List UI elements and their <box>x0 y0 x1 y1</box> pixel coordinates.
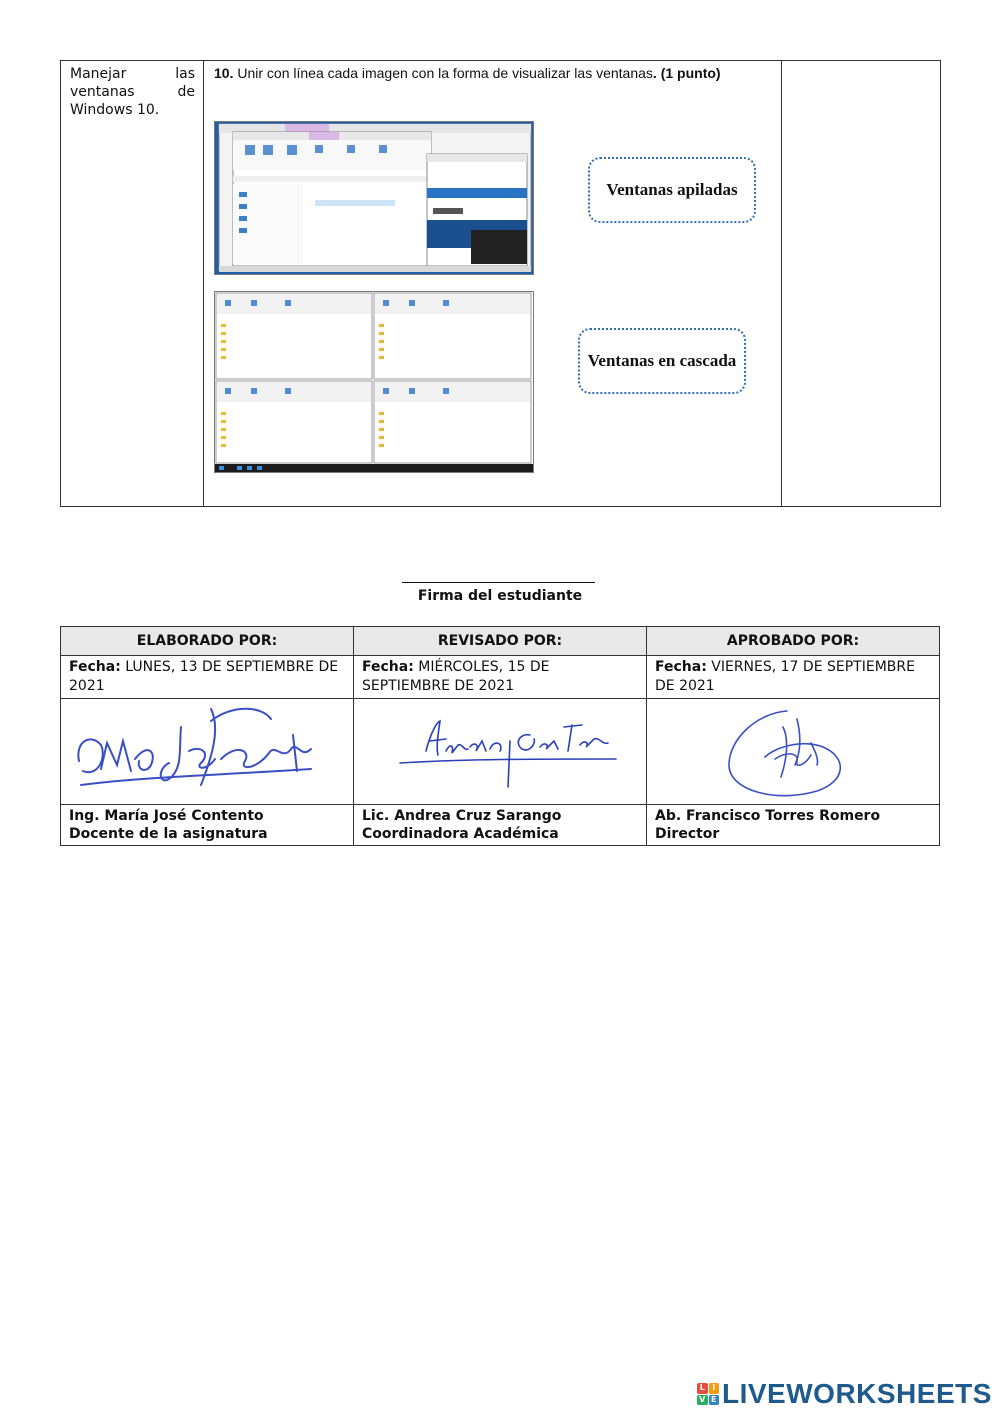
header-approved: APROBADO POR: <box>647 627 940 656</box>
student-signature-label: Firma del estudiante <box>417 588 583 604</box>
signer-reviewed <box>354 805 647 846</box>
question-number: 10. <box>214 65 234 81</box>
approval-table <box>60 626 940 846</box>
windows-screenshot-image <box>215 292 533 472</box>
signature-cell-approved <box>647 699 940 805</box>
column-divider <box>203 61 204 506</box>
date-cell-elaborated <box>61 656 354 699</box>
logo-letter: V <box>697 1395 708 1406</box>
topic-cell: Manejar las ventanas de Windows 10. <box>70 66 195 118</box>
signature-cell-reviewed <box>354 699 647 805</box>
date-label: Fecha: <box>69 659 121 675</box>
option-stacked-windows[interactable]: Ventanas apiladas <box>588 157 756 223</box>
stacked-windows-screenshot[interactable] <box>214 121 534 275</box>
signer-elaborated <box>61 805 354 846</box>
date-cell-approved <box>647 656 940 699</box>
handwritten-signature-cruz <box>354 699 646 800</box>
handwritten-signature-torres <box>647 699 939 800</box>
student-signature-line <box>402 582 595 583</box>
handwritten-signature-contento <box>61 699 353 800</box>
option-cascade-windows[interactable]: Ventanas en cascada <box>578 328 746 394</box>
date-value: MIÉRCOLES, 15 DE SEPTIEMBRE DE 2021 <box>362 659 550 694</box>
activity-table <box>60 60 941 507</box>
date-value: VIERNES, 17 DE SEPTIEMBRE DE 2021 <box>655 659 915 694</box>
date-cell-reviewed <box>354 656 647 699</box>
signature-cell-elaborated <box>61 699 354 805</box>
windows-screenshot-image <box>215 122 533 274</box>
header-reviewed: REVISADO POR: <box>354 627 647 656</box>
question-points: . (1 punto) <box>652 65 721 81</box>
header-elaborated: ELABORADO POR: <box>61 627 354 656</box>
tiled-windows-screenshot[interactable] <box>214 291 534 473</box>
liveworksheets-logo-icon <box>697 1383 719 1405</box>
signer-name: Ab. Francisco Torres Romero <box>655 808 881 824</box>
signer-role: Coordinadora Académica <box>362 826 559 842</box>
liveworksheets-brand[interactable] <box>697 1380 992 1408</box>
signer-name: Ing. María José Contento <box>69 808 264 824</box>
question-text <box>214 64 784 82</box>
signer-name: Lic. Andrea Cruz Sarango <box>362 808 562 824</box>
signer-role: Docente de la asignatura <box>69 826 268 842</box>
logo-letter: L <box>697 1383 708 1394</box>
brand-name: LIVEWORKSHEETS <box>722 1378 992 1409</box>
logo-letter: E <box>709 1395 720 1406</box>
date-label: Fecha: <box>362 659 414 675</box>
date-value: LUNES, 13 DE SEPTIEMBRE DE 2021 <box>69 659 339 694</box>
date-label: Fecha: <box>655 659 707 675</box>
signer-approved <box>647 805 940 846</box>
logo-letter: I <box>709 1383 720 1394</box>
question-body: Unir con línea cada imagen con la forma de visualizar las ventanas <box>237 65 653 81</box>
signer-role: Director <box>655 826 720 842</box>
column-divider <box>781 61 782 506</box>
